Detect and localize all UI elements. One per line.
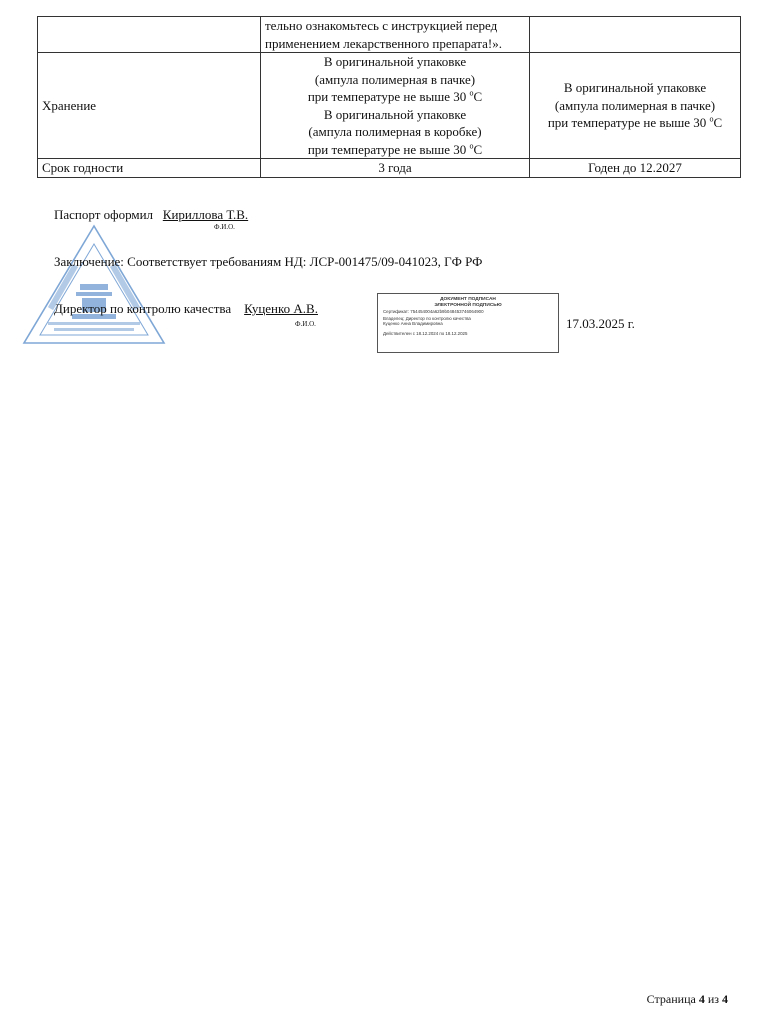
conclusion-text: Заключение: Соответствует требованиям НД: ЛСР-001475/09-041023, ГФ РФ	[54, 254, 483, 269]
instruction-line-1: тельно ознакомьтесь с инструкцией перед	[265, 18, 498, 33]
storage-line	[265, 88, 525, 106]
esign-title-2: ЭЛЕКТРОННОЙ ПОДПИСЬЮ	[434, 303, 502, 308]
esign-owner: Владелец: Директор по контролю качества	[383, 315, 471, 321]
specification-table	[37, 16, 741, 178]
storage-result-line: (ампула полимерная в пачке)	[554, 97, 716, 113]
degree-sup: o	[709, 114, 714, 124]
storage-label-text: Хранение	[42, 97, 97, 113]
esign-owner-name: Куценко Анна Владимировна	[383, 320, 443, 326]
esign-certificate: Сертификат: 754454004a62b9b048453746064900	[383, 309, 484, 314]
instruction-line-2: применением лекарственного препарата!».	[265, 35, 502, 51]
storage-line: В оригинальной упаковке	[323, 106, 467, 122]
table-row-shelf-life	[38, 159, 741, 178]
degree-sup: o	[469, 141, 474, 151]
seal-stamp-icon	[20, 222, 168, 347]
passport-name: Кириллова Т.В.	[162, 207, 249, 222]
page-footer	[647, 992, 728, 1007]
table-row-storage	[38, 53, 741, 159]
table-cell-instruction-note	[261, 17, 530, 53]
storage-temp-text: при температуре не выше 30	[547, 115, 707, 131]
storage-line	[265, 141, 525, 159]
temp-unit: C	[473, 141, 483, 157]
electronic-signature-box	[377, 293, 559, 353]
page-current: 4	[698, 992, 705, 1006]
shelf-life-result: Годен до 12.2027	[530, 159, 741, 178]
director-fio-caption: Ф.И.О.	[295, 320, 316, 328]
table-cell-empty	[38, 17, 261, 53]
temp-unit: C	[713, 115, 723, 131]
page-of: из	[707, 992, 719, 1006]
page-prefix: Страница	[646, 992, 696, 1006]
storage-requirement-cell	[261, 53, 530, 159]
shelf-life-label: Срок годности	[38, 159, 261, 178]
esign-validity: Действителен с 18.12.2024 по 18.12.2025	[383, 330, 468, 336]
storage-line: (ампула полимерная в пачке)	[314, 71, 476, 87]
passport-fio-caption: Ф.И.О.	[214, 223, 235, 231]
table-cell-empty	[530, 17, 741, 53]
temp-unit: C	[473, 89, 483, 104]
storage-temp-text: при температуре не выше 30	[307, 89, 467, 104]
storage-result-line: В оригинальной упаковке	[563, 80, 707, 96]
storage-label	[38, 53, 261, 159]
passport-signature	[54, 207, 248, 223]
passport-label: Паспорт оформил	[54, 207, 154, 222]
shelf-life-requirement: 3 года	[261, 159, 530, 178]
esign-title-1: ДОКУМЕНТ ПОДПИСАН	[440, 297, 496, 302]
page-total: 4	[722, 992, 728, 1006]
storage-temp-text: при температуре не выше 30	[307, 141, 467, 157]
director-name: Куценко А.В.	[244, 301, 318, 316]
storage-line: В оригинальной упаковке	[323, 54, 467, 69]
table-row	[38, 17, 741, 53]
degree-sup: o	[469, 88, 474, 98]
storage-result-line	[534, 114, 736, 132]
director-label: Директор по контролю качества	[54, 301, 232, 316]
storage-result-cell	[530, 53, 741, 159]
signature-date: 17.03.2025 г.	[566, 316, 635, 331]
director-signature	[54, 301, 318, 317]
storage-line: (ампула полимерная в коробке)	[308, 124, 482, 139]
